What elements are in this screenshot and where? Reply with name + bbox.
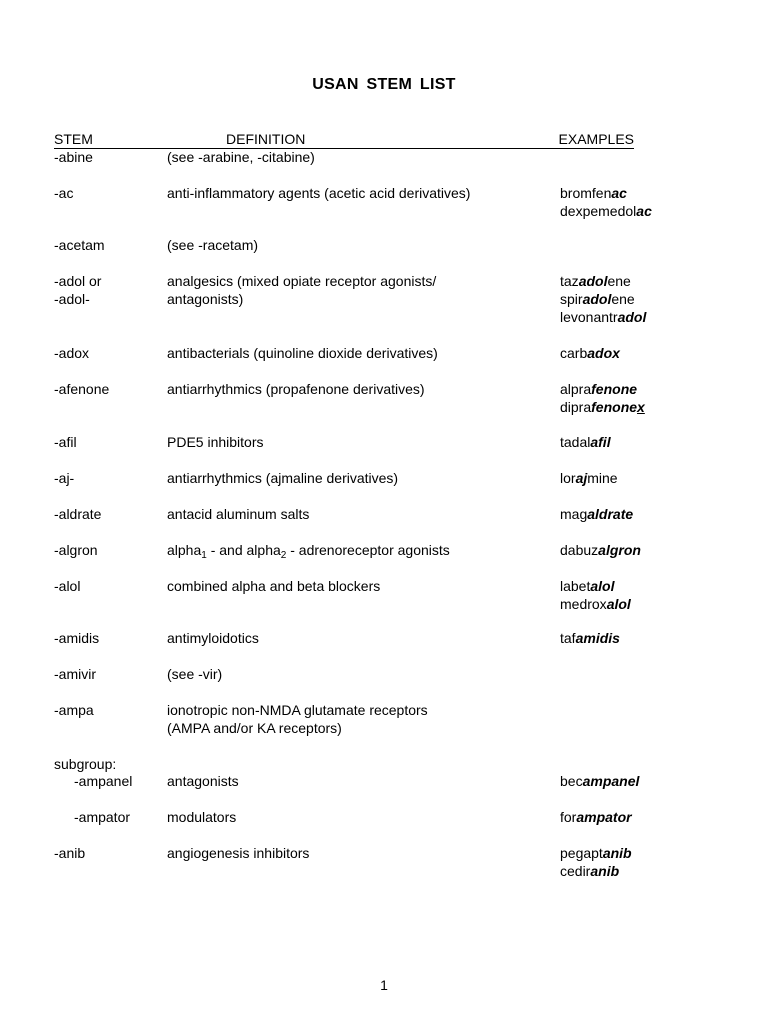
example-name — [560, 398, 645, 416]
example-stem: aj — [575, 470, 588, 486]
stem-text: -algron — [54, 542, 98, 558]
examples-cell — [560, 272, 646, 326]
example-stem: amidis — [575, 630, 620, 646]
example-name — [560, 629, 620, 647]
stem-text: -adol or — [54, 273, 102, 289]
example-prefix: spir — [560, 291, 583, 307]
example-prefix: taf — [560, 630, 576, 646]
definition-cell — [167, 148, 315, 166]
example-stem: anib — [602, 845, 632, 861]
example-name — [560, 380, 645, 398]
definition-cell — [167, 236, 258, 254]
example-prefix: medrox — [560, 596, 607, 612]
example-name — [560, 433, 611, 451]
stem-text: -afenone — [54, 381, 110, 397]
example-name — [560, 272, 646, 290]
example-prefix: taz — [560, 273, 579, 289]
stem-cell — [54, 148, 93, 166]
definition-text: ionotropic non-NMDA glutamate receptors — [167, 702, 428, 718]
example-prefix: for — [560, 809, 577, 825]
example-suffix: mine — [587, 470, 618, 486]
definition-text: antagonists — [167, 773, 239, 789]
stem-text: -alol — [54, 578, 81, 594]
stem-text: -aj- — [54, 470, 75, 486]
definition-fragment: - and alpha — [206, 542, 281, 558]
header-definition: DEFINITION — [226, 131, 306, 147]
stem-text: -adox — [54, 345, 90, 361]
stem-cell — [54, 629, 99, 647]
stem-text: -ampator — [74, 809, 131, 825]
definition-cell — [167, 469, 398, 487]
example-prefix: dabuz — [560, 542, 599, 558]
stem-text: -adol- — [54, 291, 90, 307]
definition-cell — [167, 380, 425, 398]
examples-cell — [560, 469, 618, 487]
example-name — [560, 505, 633, 523]
definition-text — [167, 541, 450, 559]
example-prefix: lor — [560, 470, 576, 486]
example-stem: anib — [590, 863, 620, 879]
example-prefix: levonantr — [560, 309, 618, 325]
examples-cell — [560, 344, 620, 362]
stem-text: subgroup: — [54, 756, 117, 772]
example-stem: ampanel — [582, 773, 640, 789]
definition-cell — [167, 665, 222, 683]
example-stem: ampator — [576, 809, 632, 825]
definition-text: antagonists) — [167, 291, 244, 307]
definition-cell — [167, 433, 264, 451]
examples-cell — [560, 629, 620, 647]
example-stem: ac — [611, 185, 627, 201]
stem-cell — [54, 755, 116, 773]
example-name — [560, 344, 620, 362]
stem-text: -amivir — [54, 666, 96, 682]
definition-text: combined alpha and beta blockers — [167, 578, 381, 594]
example-stem: fenone — [591, 381, 638, 397]
definition-text: antibacterials (quinoline dioxide derivatives) — [167, 345, 438, 361]
definition-cell — [167, 844, 309, 862]
examples-cell — [560, 433, 611, 451]
definition-cell — [167, 808, 236, 826]
definition-cell — [167, 629, 259, 647]
definition-text: (see -racetam) — [167, 237, 259, 253]
example-prefix: dipra — [560, 399, 592, 415]
example-stem: adol — [582, 291, 612, 307]
stem-cell — [54, 184, 73, 202]
page-number: 1 — [380, 977, 388, 993]
example-stem: alol — [606, 596, 631, 612]
definition-text: (see -arabine, -citabine) — [167, 149, 315, 165]
stem-cell — [54, 433, 77, 451]
definition-text: anti-inflammatory agents (acetic acid derivatives) — [167, 185, 471, 201]
stem-text: -abine — [54, 149, 93, 165]
examples-cell — [560, 808, 632, 826]
example-name — [560, 844, 632, 862]
examples-cell — [560, 184, 652, 220]
definition-fragment: 1 — [201, 550, 207, 561]
examples-cell — [560, 505, 633, 523]
stem-cell — [54, 344, 89, 362]
definition-cell — [167, 701, 428, 737]
definition-text: (AMPA and/or KA receptors) — [167, 720, 342, 736]
example-stem: afil — [590, 434, 611, 450]
page-title: USAN STEM LIST — [312, 76, 456, 93]
definition-text: antiarrhythmics (propafenone derivatives) — [167, 381, 425, 397]
example-name — [560, 595, 631, 613]
definition-cell — [167, 772, 239, 790]
stem-text: -anib — [54, 845, 86, 861]
examples-cell — [560, 541, 641, 559]
stem-cell — [54, 577, 80, 595]
example-name — [560, 469, 618, 487]
stem-cell — [54, 272, 101, 308]
definition-text: angiogenesis inhibitors — [167, 845, 310, 861]
definition-fragment: - adrenoreceptor agonists — [286, 542, 450, 558]
examples-cell — [560, 772, 639, 790]
stem-cell — [54, 701, 94, 719]
stem-cell — [54, 541, 98, 559]
example-prefix: labet — [560, 578, 591, 594]
header-stem: STEM — [54, 131, 93, 147]
example-suffix: ene — [611, 291, 635, 307]
example-name — [560, 808, 632, 826]
stem-cell — [54, 469, 74, 487]
example-prefix: dexpemedol — [560, 203, 637, 219]
example-prefix: tadal — [560, 434, 591, 450]
example-stem-underlined: x — [637, 399, 645, 415]
stem-cell — [54, 772, 132, 790]
example-stem: fenone — [591, 399, 638, 415]
definition-cell — [167, 272, 436, 308]
example-name — [560, 202, 652, 220]
example-prefix: alpra — [560, 381, 592, 397]
example-name — [560, 184, 652, 202]
definition-text: antiarrhythmics (ajmaline derivatives) — [167, 470, 399, 486]
stem-text: -aldrate — [54, 506, 102, 522]
definition-text: (see -vir) — [167, 666, 223, 682]
table-header — [54, 130, 634, 149]
definition-cell — [167, 184, 470, 202]
stem-text: -afil — [54, 434, 77, 450]
stem-text: -ampanel — [74, 773, 133, 789]
example-prefix: bromfen — [560, 185, 612, 201]
example-stem: alol — [590, 578, 615, 594]
example-prefix: pegapt — [560, 845, 603, 861]
definition-fragment: 2 — [280, 550, 287, 561]
definition-cell — [167, 541, 450, 559]
definition-text: antimyloidotics — [167, 630, 259, 646]
example-suffix: ene — [607, 273, 631, 289]
stem-cell — [54, 236, 105, 254]
header-examples: EXAMPLES — [558, 131, 634, 147]
example-stem: adol — [578, 273, 608, 289]
examples-cell — [560, 577, 631, 613]
example-stem: aldrate — [587, 506, 634, 522]
example-name — [560, 541, 641, 559]
examples-cell — [560, 844, 632, 880]
definition-text: antacid aluminum salts — [167, 506, 310, 522]
definition-cell — [167, 505, 309, 523]
example-name — [560, 772, 639, 790]
definition-cell — [167, 577, 380, 595]
stem-cell — [54, 665, 96, 683]
example-prefix: carb — [560, 345, 588, 361]
definition-cell — [167, 344, 438, 362]
examples-cell — [560, 380, 645, 416]
definition-text: modulators — [167, 809, 237, 825]
definition-text: PDE5 inhibitors — [167, 434, 264, 450]
example-stem: algron — [598, 542, 641, 558]
example-name — [560, 577, 631, 595]
example-prefix: cedir — [560, 863, 591, 879]
example-name — [560, 862, 632, 880]
stem-text: -ac — [54, 185, 74, 201]
stem-text: -amidis — [54, 630, 100, 646]
example-name — [560, 308, 646, 326]
example-stem: ac — [636, 203, 652, 219]
example-prefix: mag — [560, 506, 588, 522]
stem-text: -acetam — [54, 237, 105, 253]
stem-cell — [54, 808, 130, 826]
example-stem: adox — [587, 345, 620, 361]
stem-cell — [54, 844, 85, 862]
example-name — [560, 290, 646, 308]
definition-text: analgesics (mixed opiate receptor agonists/ — [167, 273, 437, 289]
example-stem: adol — [617, 309, 647, 325]
stem-text: -ampa — [54, 702, 94, 718]
stem-cell — [54, 380, 109, 398]
example-prefix: bec — [560, 773, 583, 789]
definition-fragment: alpha — [167, 542, 202, 558]
stem-cell — [54, 505, 101, 523]
